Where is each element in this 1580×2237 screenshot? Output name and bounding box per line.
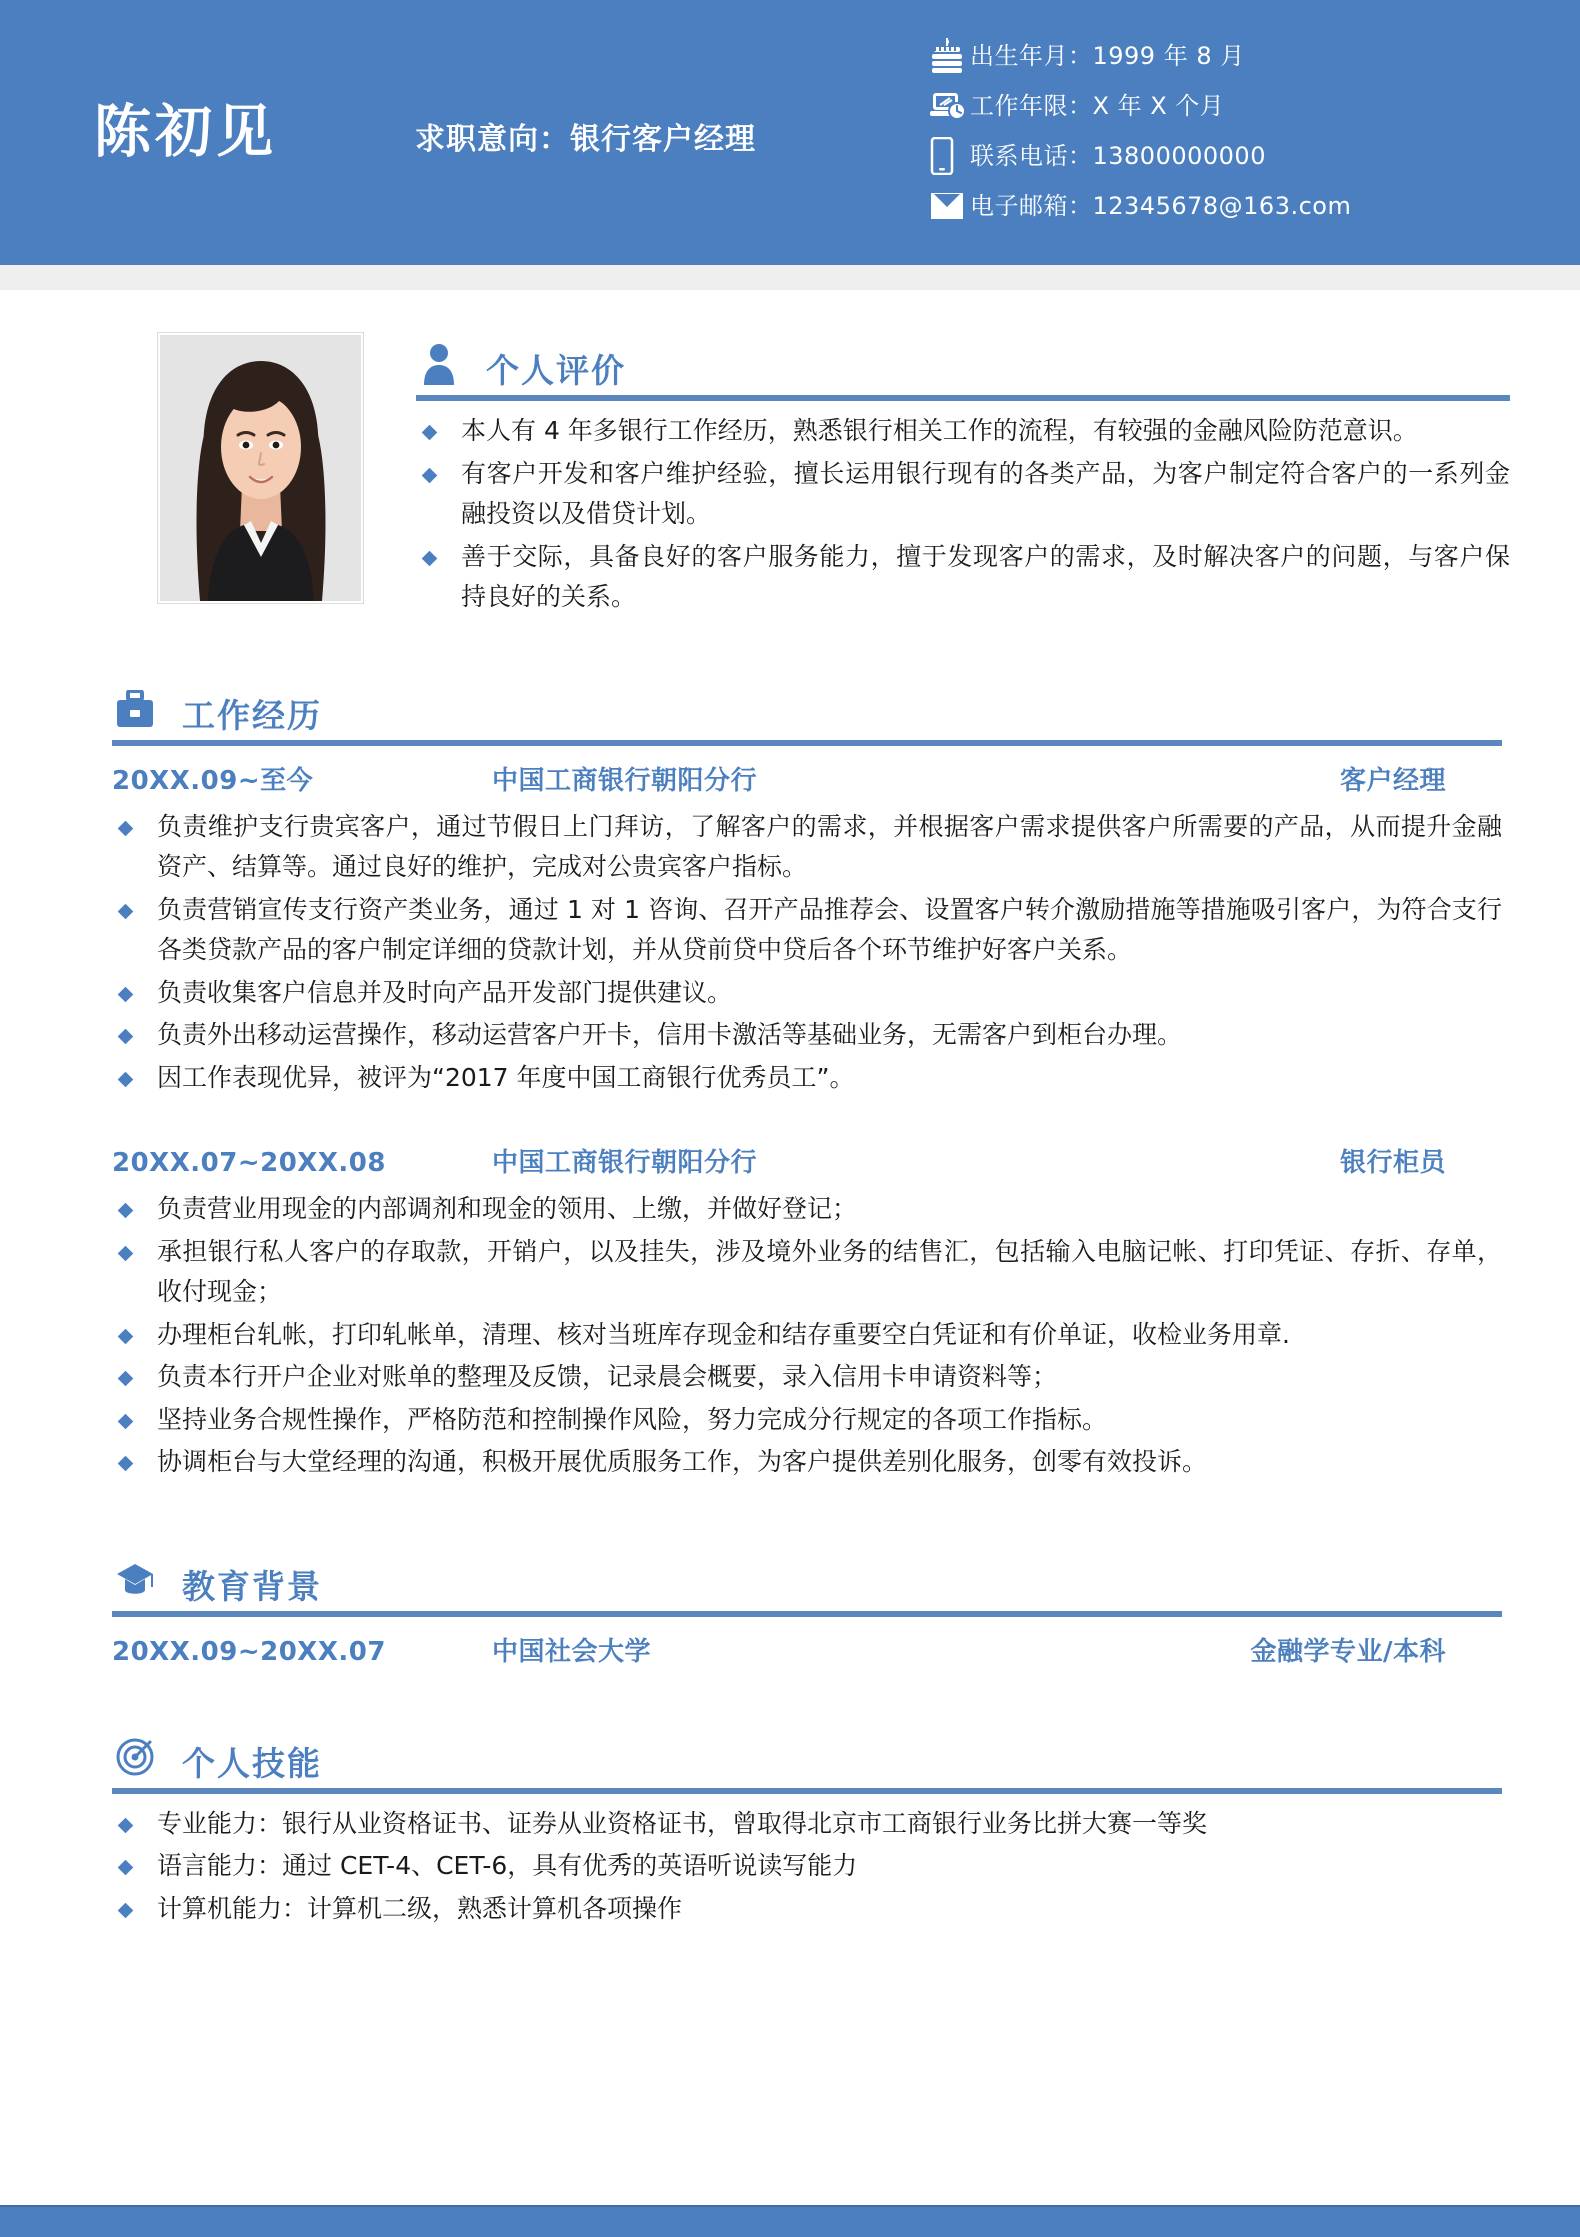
education-title-row — [112, 1549, 1502, 1606]
contact-list — [930, 33, 1540, 233]
education-major: 金融学专业/本科 — [1250, 1636, 1446, 1667]
list-item: 因工作表现优异，被评为“2017 年度中国工商银行优秀员工”。 — [112, 1058, 1502, 1099]
education-entry-row — [112, 1631, 1502, 1668]
skills-title: 个人技能 — [182, 1743, 322, 1783]
experience-rule — [112, 740, 1502, 746]
education-title: 教育背景 — [182, 1566, 322, 1606]
list-item: 善于交际，具备良好的客户服务能力，擅于发现客户的需求，及时解决客户的问题，与客户保持良好的关系。 — [416, 537, 1510, 618]
briefcase-icon — [112, 686, 158, 732]
target-icon — [112, 1734, 158, 1780]
list-item: 有客户开发和客户维护经验，擅长运用银行现有的各类产品，为客户制定符合客户的一系列金融投资以及借贷计划。 — [416, 454, 1510, 535]
contact-birthdate — [930, 33, 1540, 79]
list-item: 专业能力：银行从业资格证书、证券从业资格证书，曾取得北京市工商银行业务比拼大赛一等奖 — [112, 1804, 1502, 1845]
envelope-icon — [930, 186, 970, 226]
job-duty-list — [112, 807, 1502, 1099]
education-rule — [112, 1611, 1502, 1617]
education-section — [0, 1549, 1580, 1668]
skills-title-row — [112, 1726, 1502, 1783]
job-org: 中国工商银行朝阳分行 — [492, 1148, 758, 1178]
list-item: 承担银行私人客户的存取款，开销户，以及挂失，涉及境外业务的结售汇，包括输入电脑记帐、打印凭证、存折、存单，收付现金； — [112, 1232, 1502, 1313]
job-header-row — [112, 1142, 1502, 1179]
footer-hairline — [0, 2205, 1580, 2207]
job-title: 银行柜员 — [1339, 1148, 1446, 1178]
skills-section — [0, 1726, 1580, 1930]
contact-phone-text: 联系电话：13800000000 — [970, 142, 1266, 170]
evaluation-rule — [416, 395, 1510, 401]
list-item: 负责外出移动运营操作，移动运营客户开卡，信用卡激活等基础业务，无需客户到柜台办理。 — [112, 1015, 1502, 1056]
list-item: 本人有 4 年多银行工作经历，熟悉银行相关工作的流程，有较强的金融风险防范意识。 — [416, 411, 1510, 452]
evaluation-list — [416, 411, 1510, 618]
list-item: 办理柜台轧帐，打印轧帐单，清理、核对当班库存现金和结存重要空白凭证和有价单证，收检业务用章. — [112, 1315, 1502, 1356]
contact-work-years-text: 工作年限：X 年 X 个月 — [970, 92, 1225, 120]
job-date: 20XX.09~至今 — [112, 765, 314, 796]
contact-birthdate-text: 出生年月：1999 年 8 月 — [970, 42, 1245, 70]
contact-phone — [930, 133, 1540, 179]
resume-footer — [0, 2205, 1580, 2237]
job-duty-list — [112, 1189, 1502, 1483]
list-item: 负责营销宣传支行资产类业务，通过 1 对 1 咨询、召开产品推荐会、设置客户转介激励措施等措施吸引客户，为符合支行各类贷款产品的客户制定详细的贷款计划，并从贷前贷中贷后各个环节维护好客户关系。 — [112, 890, 1502, 971]
experience-title: 工作经历 — [182, 695, 322, 735]
education-org: 中国社会大学 — [492, 1636, 652, 1667]
graduation-cap-icon — [112, 1557, 158, 1603]
evaluation-title: 个人评价 — [486, 351, 626, 390]
job-org: 中国工商银行朝阳分行 — [492, 765, 758, 796]
skills-rule — [112, 1788, 1502, 1794]
laptop-clock-icon — [930, 86, 970, 126]
list-item: 坚持业务合规性操作，严格防范和控制操作风险，努力完成分行规定的各项工作指标。 — [112, 1400, 1502, 1441]
job-entry — [112, 760, 1502, 1099]
spacer — [0, 620, 1580, 678]
education-date: 20XX.09~20XX.07 — [112, 1636, 386, 1667]
list-item: 负责维护支行贵宾客户，通过节假日上门拜访，了解客户的需求，并根据客户需求提供客户所需要的产品，从而提升金融资产、结算等。通过良好的维护，完成对公贵宾客户指标。 — [112, 807, 1502, 888]
job-title: 客户经理 — [1339, 765, 1446, 796]
header-divider-strip — [0, 265, 1580, 290]
job-objective: 求职意向：银行客户经理 — [415, 122, 756, 157]
avatar — [158, 333, 363, 603]
birthday-cake-icon — [930, 36, 970, 76]
list-item: 计算机能力：计算机二级，熟悉计算机各项操作 — [112, 1889, 1502, 1930]
contact-work-years — [930, 83, 1540, 129]
experience-section — [0, 678, 1580, 1483]
evaluation-section — [363, 333, 1510, 620]
list-item: 负责收集客户信息并及时向产品开发部门提供建议。 — [112, 973, 1502, 1014]
list-item: 负责营业用现金的内部调剂和现金的领用、上缴，并做好登记； — [112, 1189, 1502, 1230]
contact-email — [930, 183, 1540, 229]
evaluation-title-row — [416, 333, 1510, 390]
list-item: 语言能力：通过 CET-4、CET-6，具有优秀的英语听说读写能力 — [112, 1846, 1502, 1887]
resume-body — [0, 333, 1580, 1929]
spacer — [0, 1668, 1580, 1726]
resume-header — [0, 0, 1580, 265]
list-item: 协调柜台与大堂经理的沟通，积极开展优质服务工作，为客户提供差别化服务，创零有效投诉。 — [112, 1442, 1502, 1483]
spacer — [112, 1106, 1502, 1128]
experience-title-row — [112, 678, 1502, 735]
job-entry — [112, 1142, 1502, 1483]
spacer — [0, 1491, 1580, 1549]
person-icon — [416, 341, 462, 387]
profile-block — [0, 333, 1580, 620]
skills-list — [112, 1804, 1502, 1930]
job-date: 20XX.07~20XX.08 — [112, 1148, 386, 1178]
candidate-name: 陈初见 — [94, 99, 277, 165]
job-header-row — [112, 760, 1502, 797]
contact-email-text: 电子邮箱：12345678@163.com — [970, 192, 1352, 220]
mobile-phone-icon — [930, 136, 970, 176]
list-item: 负责本行开户企业对账单的整理及反馈，记录晨会概要，录入信用卡申请资料等； — [112, 1357, 1502, 1398]
